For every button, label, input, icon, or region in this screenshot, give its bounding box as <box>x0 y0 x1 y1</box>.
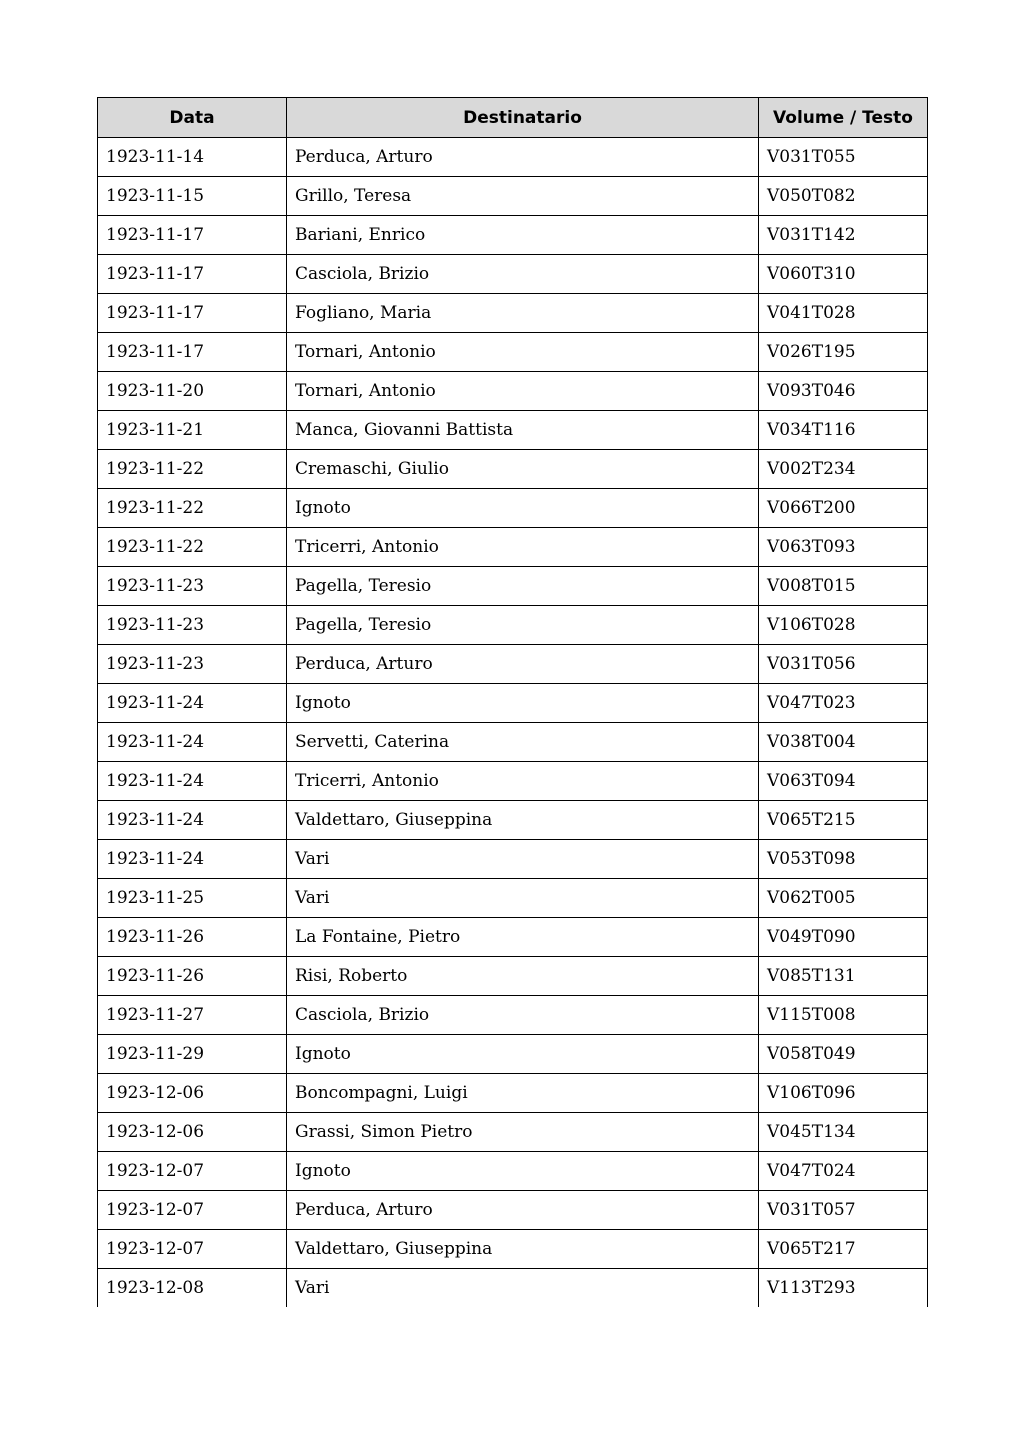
cell-volume: V031T056 <box>759 645 928 684</box>
cell-volume: V002T234 <box>759 450 928 489</box>
cell-date: 1923-11-24 <box>98 723 287 762</box>
cell-date: 1923-11-17 <box>98 255 287 294</box>
cell-date: 1923-11-15 <box>98 177 287 216</box>
cell-date: 1923-11-17 <box>98 294 287 333</box>
cell-volume: V053T098 <box>759 840 928 879</box>
cell-recipient: Perduca, Arturo <box>287 645 759 684</box>
cell-date: 1923-11-17 <box>98 216 287 255</box>
table-row <box>98 1191 928 1230</box>
cell-date: 1923-12-06 <box>98 1074 287 1113</box>
column-header-date: Data <box>98 98 287 138</box>
cell-volume: V047T024 <box>759 1152 928 1191</box>
cell-date: 1923-12-07 <box>98 1230 287 1269</box>
table-row <box>98 1035 928 1074</box>
table-row <box>98 411 928 450</box>
cell-date: 1923-11-24 <box>98 801 287 840</box>
cell-date: 1923-11-21 <box>98 411 287 450</box>
table-body <box>98 138 928 1308</box>
letters-table <box>97 97 928 1307</box>
cell-volume: V063T093 <box>759 528 928 567</box>
cell-volume: V058T049 <box>759 1035 928 1074</box>
table-row <box>98 723 928 762</box>
cell-date: 1923-11-23 <box>98 645 287 684</box>
table-row <box>98 957 928 996</box>
cell-recipient: Servetti, Caterina <box>287 723 759 762</box>
table-row <box>98 762 928 801</box>
document-page <box>97 97 927 1307</box>
cell-recipient: Casciola, Brizio <box>287 996 759 1035</box>
table-row <box>98 1113 928 1152</box>
cell-volume: V106T096 <box>759 1074 928 1113</box>
cell-date: 1923-11-17 <box>98 333 287 372</box>
column-header-recipient: Destinatario <box>287 98 759 138</box>
table-row <box>98 606 928 645</box>
cell-date: 1923-11-27 <box>98 996 287 1035</box>
cell-volume: V031T057 <box>759 1191 928 1230</box>
cell-recipient: Ignoto <box>287 1035 759 1074</box>
cell-recipient: Vari <box>287 879 759 918</box>
cell-date: 1923-12-08 <box>98 1269 287 1308</box>
cell-recipient: Tornari, Antonio <box>287 372 759 411</box>
cell-recipient: Boncompagni, Luigi <box>287 1074 759 1113</box>
cell-date: 1923-11-24 <box>98 762 287 801</box>
cell-recipient: Ignoto <box>287 684 759 723</box>
cell-date: 1923-11-22 <box>98 450 287 489</box>
cell-volume: V060T310 <box>759 255 928 294</box>
table-row <box>98 450 928 489</box>
cell-volume: V115T008 <box>759 996 928 1035</box>
cell-volume: V026T195 <box>759 333 928 372</box>
table-row <box>98 294 928 333</box>
cell-volume: V062T005 <box>759 879 928 918</box>
table-header-row <box>98 98 928 138</box>
cell-volume: V041T028 <box>759 294 928 333</box>
cell-date: 1923-11-26 <box>98 957 287 996</box>
column-header-volume: Volume / Testo <box>759 98 928 138</box>
cell-date: 1923-12-06 <box>98 1113 287 1152</box>
cell-date: 1923-11-23 <box>98 606 287 645</box>
cell-date: 1923-11-22 <box>98 489 287 528</box>
cell-recipient: Bariani, Enrico <box>287 216 759 255</box>
table-row <box>98 567 928 606</box>
cell-date: 1923-11-25 <box>98 879 287 918</box>
table-row <box>98 138 928 177</box>
cell-recipient: Fogliano, Maria <box>287 294 759 333</box>
cell-date: 1923-11-22 <box>98 528 287 567</box>
table-row <box>98 1269 928 1308</box>
cell-recipient: Tricerri, Antonio <box>287 528 759 567</box>
cell-volume: V045T134 <box>759 1113 928 1152</box>
cell-recipient: Valdettaro, Giuseppina <box>287 1230 759 1269</box>
cell-date: 1923-11-14 <box>98 138 287 177</box>
cell-volume: V008T015 <box>759 567 928 606</box>
table-row <box>98 372 928 411</box>
cell-volume: V066T200 <box>759 489 928 528</box>
cell-volume: V049T090 <box>759 918 928 957</box>
cell-recipient: Ignoto <box>287 489 759 528</box>
table-row <box>98 1230 928 1269</box>
cell-recipient: Ignoto <box>287 1152 759 1191</box>
cell-date: 1923-11-24 <box>98 684 287 723</box>
cell-recipient: Grillo, Teresa <box>287 177 759 216</box>
cell-date: 1923-12-07 <box>98 1152 287 1191</box>
cell-date: 1923-11-20 <box>98 372 287 411</box>
table-row <box>98 177 928 216</box>
cell-recipient: Manca, Giovanni Battista <box>287 411 759 450</box>
cell-volume: V085T131 <box>759 957 928 996</box>
table-row <box>98 684 928 723</box>
cell-volume: V050T082 <box>759 177 928 216</box>
cell-recipient: Perduca, Arturo <box>287 1191 759 1230</box>
cell-volume: V113T293 <box>759 1269 928 1308</box>
table-row <box>98 645 928 684</box>
cell-date: 1923-11-29 <box>98 1035 287 1074</box>
cell-recipient: Tricerri, Antonio <box>287 762 759 801</box>
table-row <box>98 840 928 879</box>
cell-recipient: Vari <box>287 1269 759 1308</box>
table-row <box>98 1152 928 1191</box>
cell-recipient: Perduca, Arturo <box>287 138 759 177</box>
cell-recipient: La Fontaine, Pietro <box>287 918 759 957</box>
cell-recipient: Risi, Roberto <box>287 957 759 996</box>
cell-date: 1923-11-23 <box>98 567 287 606</box>
table-row <box>98 528 928 567</box>
table-row <box>98 255 928 294</box>
table-row <box>98 996 928 1035</box>
cell-volume: V034T116 <box>759 411 928 450</box>
cell-volume: V038T004 <box>759 723 928 762</box>
cell-recipient: Pagella, Teresio <box>287 606 759 645</box>
cell-volume: V047T023 <box>759 684 928 723</box>
cell-volume: V065T215 <box>759 801 928 840</box>
cell-volume: V106T028 <box>759 606 928 645</box>
cell-volume: V031T142 <box>759 216 928 255</box>
cell-volume: V031T055 <box>759 138 928 177</box>
cell-volume: V063T094 <box>759 762 928 801</box>
table-row <box>98 333 928 372</box>
cell-recipient: Valdettaro, Giuseppina <box>287 801 759 840</box>
cell-date: 1923-11-24 <box>98 840 287 879</box>
cell-recipient: Grassi, Simon Pietro <box>287 1113 759 1152</box>
table-row <box>98 489 928 528</box>
cell-recipient: Cremaschi, Giulio <box>287 450 759 489</box>
cell-date: 1923-12-07 <box>98 1191 287 1230</box>
table-row <box>98 216 928 255</box>
cell-date: 1923-11-26 <box>98 918 287 957</box>
cell-recipient: Pagella, Teresio <box>287 567 759 606</box>
table-row <box>98 918 928 957</box>
cell-volume: V065T217 <box>759 1230 928 1269</box>
table-row <box>98 1074 928 1113</box>
cell-recipient: Casciola, Brizio <box>287 255 759 294</box>
cell-recipient: Vari <box>287 840 759 879</box>
cell-volume: V093T046 <box>759 372 928 411</box>
table-row <box>98 879 928 918</box>
table-row <box>98 801 928 840</box>
cell-recipient: Tornari, Antonio <box>287 333 759 372</box>
